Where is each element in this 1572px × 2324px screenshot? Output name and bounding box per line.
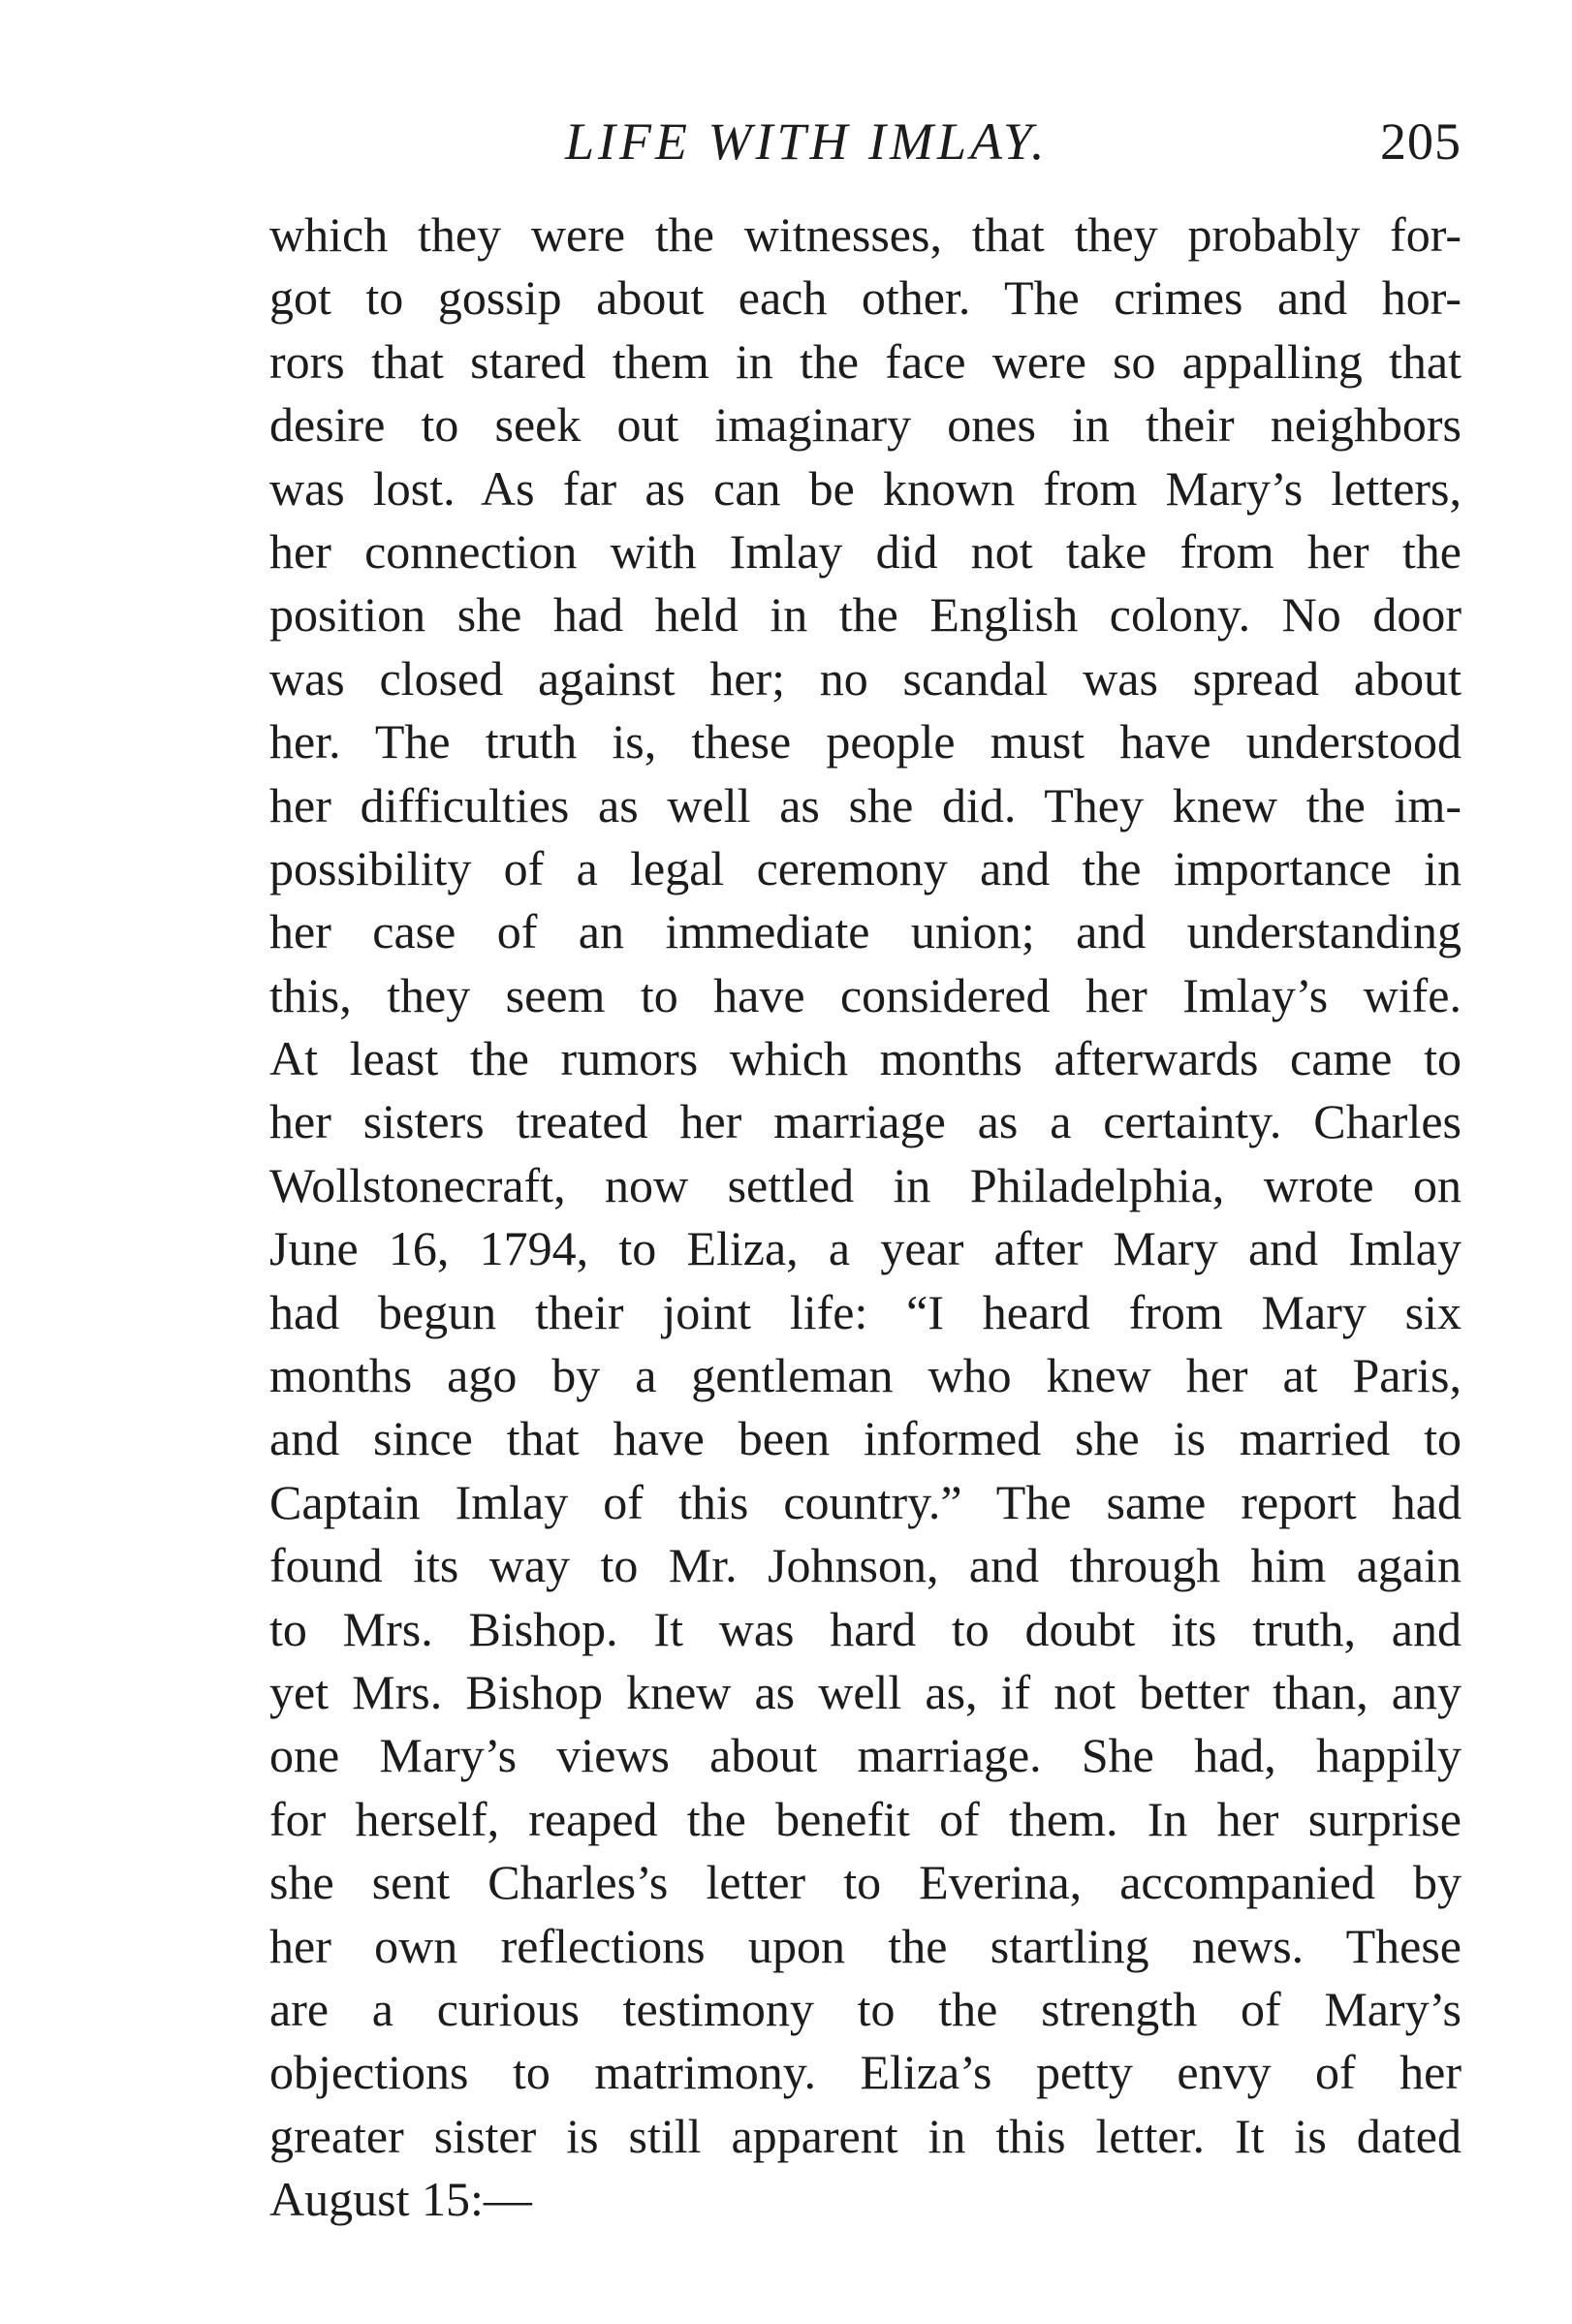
- text-line: which they were the witnesses, that they probably for-: [269, 207, 1462, 262]
- body-text: [269, 204, 1462, 2232]
- text-line: desire to seek out imaginary ones in their neighbors: [269, 397, 1462, 453]
- text-line: greater sister is still apparent in this letter. It is dated: [269, 2108, 1462, 2163]
- text-line: had begun their joint life: “I heard from Mary six: [269, 1284, 1462, 1339]
- text-line: her own reflections upon the startling news. These: [269, 1918, 1462, 1973]
- text-line: and since that have been informed she is married to: [269, 1411, 1462, 1466]
- text-line: one Mary’s views about marriage. She had, happily: [269, 1728, 1462, 1783]
- text-line: months ago by a gentleman who knew her at Paris,: [269, 1348, 1462, 1403]
- text-line: Captain Imlay of this country.” The same report had: [269, 1474, 1462, 1529]
- text-line: possibility of a legal ceremony and the importance in: [269, 840, 1462, 895]
- text-line: her sisters treated her marriage as a certainty. Charles: [269, 1094, 1462, 1149]
- running-title: LIFE WITH IMLAY.: [565, 112, 1049, 171]
- text-line: are a curious testimony to the strength of Mary’s: [269, 1981, 1462, 2036]
- text-line: her. The truth is, these people must have understood: [269, 714, 1462, 769]
- text-line-last: August 15:—: [269, 2172, 532, 2227]
- running-head: [269, 105, 1462, 178]
- text-line: her connection with Imlay did not take from her the: [269, 523, 1462, 579]
- text-line: position she had held in the English colony. No door: [269, 587, 1462, 643]
- text-line: for herself, reaped the benefit of them. In her surprise: [269, 1791, 1462, 1846]
- text-line: was lost. As far as can be known from Mary’s letters,: [269, 460, 1462, 516]
- text-line: found its way to Mr. Johnson, and through him again: [269, 1538, 1462, 1593]
- text-line: June 16, 1794, to Eliza, a year after Mary and Imlay: [269, 1221, 1462, 1276]
- text-line: this, they seem to have considered her Imlay’s wife.: [269, 967, 1462, 1022]
- text-line: she sent Charles’s letter to Everina, accompanied by: [269, 1855, 1462, 1910]
- text-line: was closed against her; no scandal was spread about: [269, 650, 1462, 706]
- text-line: Wollstonecraft, now settled in Philadelphia, wrote on: [269, 1157, 1462, 1212]
- text-line: yet Mrs. Bishop knew as well as, if not better than, any: [269, 1664, 1462, 1719]
- text-line: to Mrs. Bishop. It was hard to doubt its truth, and: [269, 1601, 1462, 1656]
- text-line: At least the rumors which months afterwards came to: [269, 1031, 1462, 1086]
- page-number: 205: [1380, 112, 1462, 171]
- text-line: her difficulties as well as she did. They knew the im-: [269, 777, 1462, 832]
- text-line: objections to matrimony. Eliza’s petty envy of her: [269, 2045, 1462, 2100]
- text-line: got to gossip about each other. The crimes and hor-: [269, 270, 1462, 326]
- text-line: her case of an immediate union; and understanding: [269, 904, 1462, 959]
- text-line: rors that stared them in the face were so appalling that: [269, 333, 1462, 389]
